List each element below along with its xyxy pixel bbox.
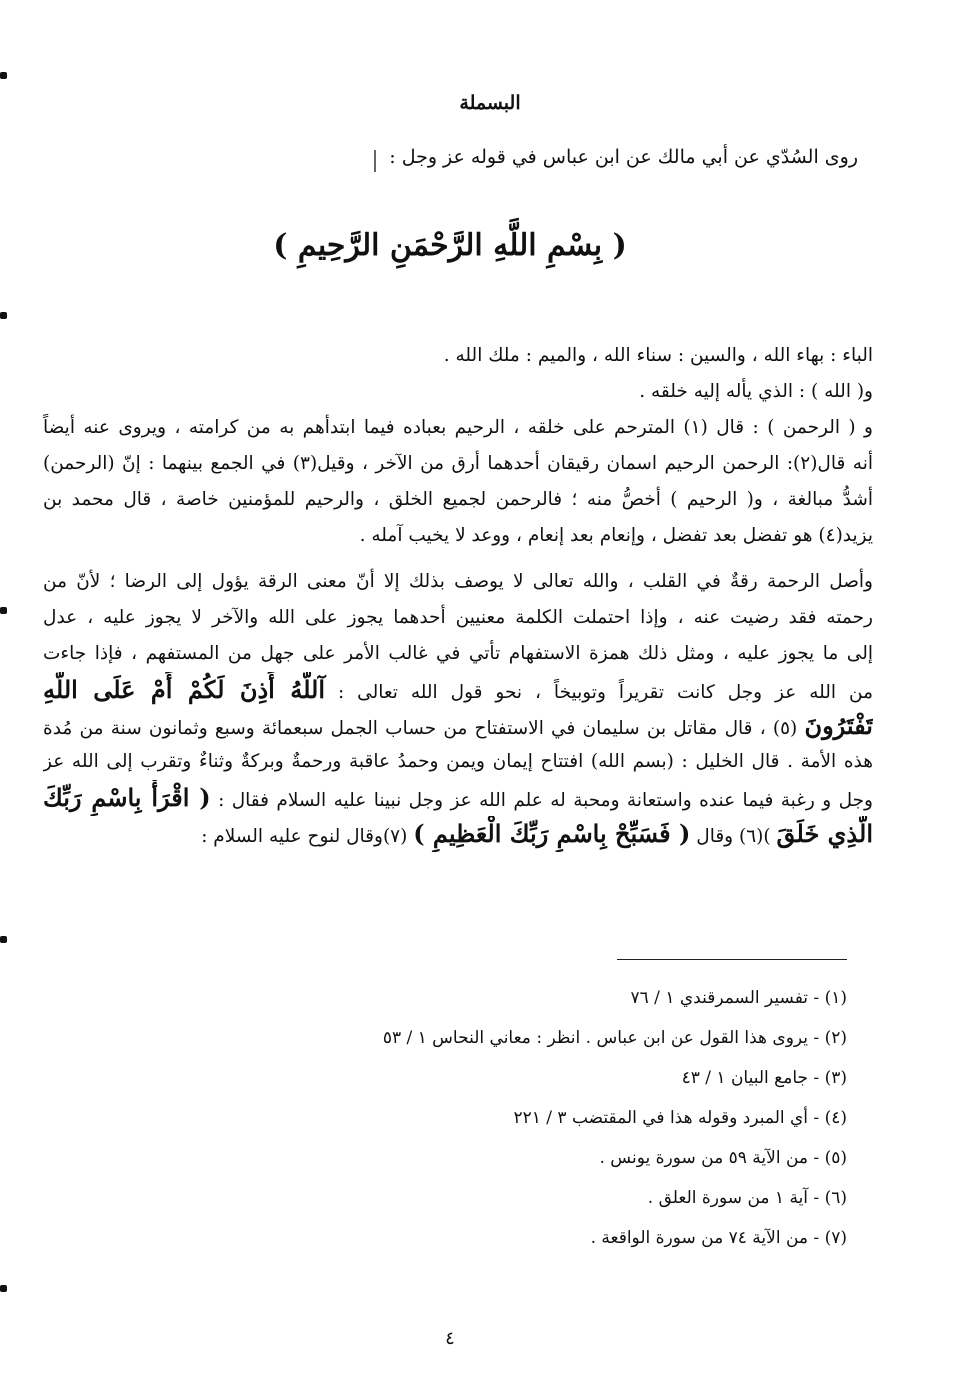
body-line [43, 816, 873, 852]
footnote: (٢) - يروى هذا القول عن ابن عباس . انظر : معاني النحاس ١ / ٥٣ [382, 1028, 847, 1048]
margin-mark [0, 312, 7, 319]
section-heading: البسملة [459, 92, 521, 114]
footnote: (٧) - من الآية ٧٤ من سورة الواقعة . [590, 1228, 847, 1248]
body-line: الباء : بهاء الله ، والسين : سناء الله ، والميم : ملك الله . [443, 345, 873, 366]
body-line [43, 672, 873, 708]
body-text-segment: وجل و رغبة فيما عنده واستعانة ومحبة له علم الله عز وجل نبينا عليه السلام فقال : [218, 790, 873, 811]
footnote: (٤) - أي المبرد وقوله هذا في المقتضب ٣ / ٢٢١ [513, 1108, 847, 1128]
intro-line: روى السُدّي عن أبي مالك عن ابن عباس في قوله عز وجل : [389, 146, 858, 168]
body-line: هذه الأمة . قال الخليل : (بسم الله) افتتاح إيمان ويمن وحمدُ عاقبة ورحمةٌ وبركةٌ وثناءٌ وتقرب إلى الله عز [43, 751, 873, 772]
quran-quote: الَّذِي خَلَقَ [776, 819, 873, 848]
body-line: و ( الرحمن ) : قال (١) المترحم على خلقه ، الرحيم بعباده فيما ابتدأهم به من كرامته ، ويروى عنه أيضاً [43, 417, 873, 438]
body-text-segment: من الله عز وجل كانت تقريراً وتوبيخاً ، نحو قول الله تعالى : [337, 682, 873, 703]
margin-mark [0, 1285, 7, 1292]
body-line: أنه قال(٢): الرحمن الرحيم اسمان رقيقان أحدهما أرق من الآخر ، وقيل(٣) في الجمع بينهما : إنّ (الرحمن) [43, 453, 873, 474]
basmala-verse: ( بِسْمِ اللَّهِ الرَّحْمَنِ الرَّحِيمِ ) [273, 228, 627, 263]
body-line: إلى ما يجوز عليه ، ومثل ذلك همزة الاستفهام تأتي في غالب الأمر على جهل من المستفهم ، فإذا جاءت [43, 643, 873, 664]
body-line: وأصل الرحمة رقةٌ في القلب ، والله تعالى لا يوصف بذلك إلا أنّ معنى الرقة يؤول إلى الرضا ؛ لأنّ من [43, 571, 873, 592]
margin-mark [0, 936, 7, 943]
body-line: رحمته فقد رضيت عنه ، وإذا احتملت الكلمة معنيين أحدهما يجوز على الله والآخر لا يجوز عليه ، عدل [43, 607, 873, 628]
body-text-segment: (٥) ، قال مقاتل بن سليمان في الاستفتاح من حساب الجمل سبعمائة وسبع وثمانون سنة من مُدة [43, 718, 798, 739]
quran-quote: ( فَسَبِّحْ بِاسْمِ رَبِّكَ الْعَظِيمِ ) [413, 819, 691, 848]
body-text-segment: )(٦) وقال [696, 826, 771, 847]
body-line [43, 780, 873, 816]
body-line: و( الله ) : الذي يأله إليه خلقه . [639, 381, 873, 402]
footnotes [87, 978, 847, 1258]
footnote: (٦) - آية ١ من سورة العلق . [647, 1188, 847, 1208]
quran-quote: ( اقْرَأْ بِاسْمِ رَبِّكَ [43, 783, 211, 812]
body-line: يزيد(٤) هو تفضل بعد تفضل ، وإنعام بعد إنعام ، ووعد لا يخيب آمله . [359, 525, 873, 546]
body-text-segment: (٧)وقال لنوح عليه السلام : [201, 826, 408, 847]
body-line: أشدُّ مبالغة ، و( الرحيم ) أخصُّ منه ؛ فالرحمن لجميع الخلق ، والرحيم للمؤمنين خاصة ، قال محمد بن [43, 489, 873, 510]
margin-mark [0, 607, 7, 614]
footnote: (٥) - من الآية ٥٩ من سورة يونس . [599, 1148, 847, 1168]
page-number: ٤ [445, 1328, 455, 1349]
body-text [43, 338, 873, 852]
quran-quote: آللَّهُ أَذِنَ لَكُمْ أَمْ عَلَى اللَّهِ [43, 675, 326, 704]
footnote: (١) - تفسير السمرقندي ١ / ٧٦ [630, 988, 847, 1008]
body-line [43, 708, 873, 744]
quran-quote: تَفْتَرُونَ [804, 711, 873, 740]
footnote-divider [617, 959, 847, 960]
margin-mark [0, 72, 7, 79]
footnote: (٣) - جامع البيان ١ / ٤٣ [681, 1068, 847, 1088]
